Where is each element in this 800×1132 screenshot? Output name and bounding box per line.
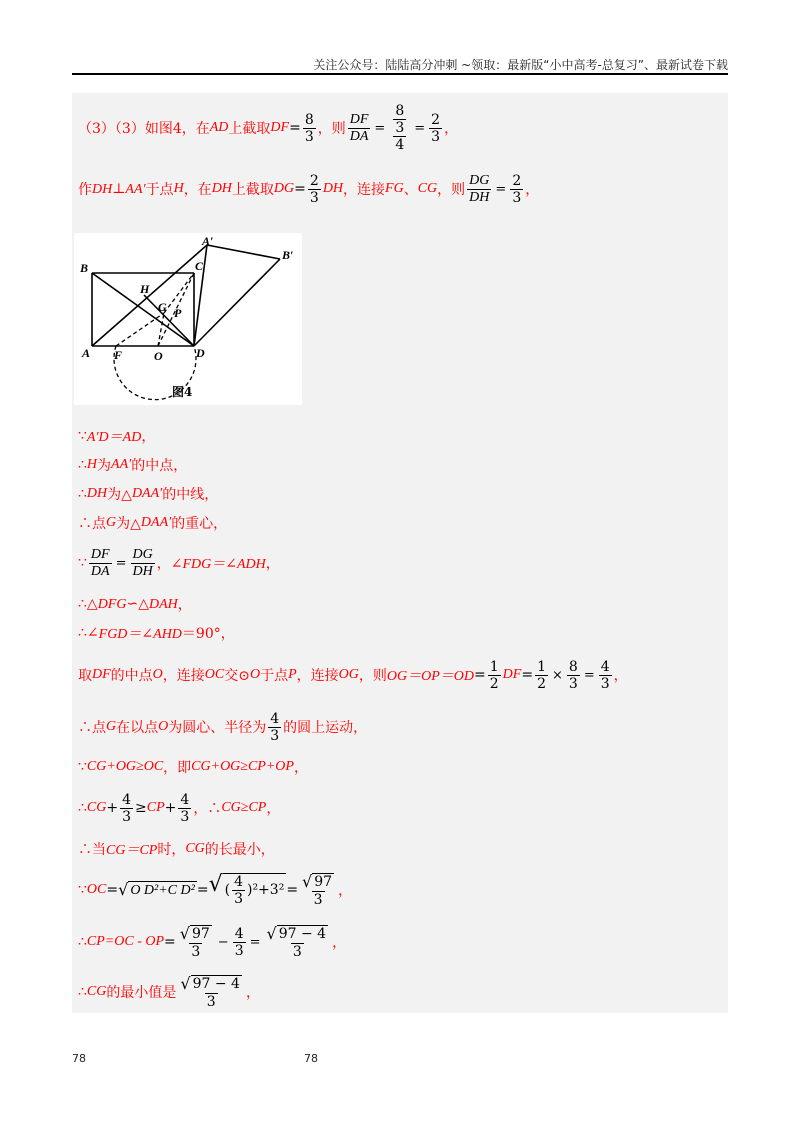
solution-line-2 xyxy=(78,169,722,209)
text: 的最小值是 xyxy=(106,985,177,1001)
segment-B1D xyxy=(194,259,280,346)
var: CG xyxy=(185,841,205,856)
radicand: O D²+C D² xyxy=(130,883,195,898)
fraction xyxy=(535,659,548,692)
label-B: B xyxy=(80,261,89,275)
label-A: A xyxy=(82,346,91,360)
num: 4 xyxy=(600,658,610,675)
text: 为 xyxy=(97,458,112,474)
num: DG xyxy=(469,172,490,188)
text: ， xyxy=(525,182,540,198)
equals: = xyxy=(286,882,299,898)
expr: CG+OG≥CP+OP xyxy=(191,759,294,774)
var: H xyxy=(86,457,98,472)
because: ∵ xyxy=(78,428,87,444)
text: ，则 xyxy=(317,121,346,137)
num xyxy=(178,925,214,943)
text: ， xyxy=(156,556,171,572)
solution-line-11 xyxy=(78,707,722,747)
solution-line-13 xyxy=(78,788,722,828)
den: DH xyxy=(469,189,490,205)
label-P: P xyxy=(174,306,182,320)
fraction xyxy=(120,792,133,825)
text: ， xyxy=(177,597,192,613)
den: 3 xyxy=(234,891,243,907)
var: DH xyxy=(211,181,232,196)
equals: = xyxy=(196,882,209,898)
var: CG xyxy=(86,800,107,815)
solution-line-10 xyxy=(78,654,722,696)
var: O xyxy=(249,667,261,682)
text: 交⊙ xyxy=(224,668,250,684)
radical-sign: √ xyxy=(208,872,223,897)
therefore: ∴点 xyxy=(78,720,106,736)
therefore: ∴ xyxy=(78,984,87,1000)
segment-OG xyxy=(158,313,164,346)
var: AA′ xyxy=(111,457,132,472)
label-F: F xyxy=(114,348,123,362)
equals: = xyxy=(164,934,176,950)
sqrt xyxy=(118,881,197,899)
solution-line-9 xyxy=(78,622,722,644)
text: 为△ xyxy=(116,516,141,532)
text: 于点 xyxy=(260,668,289,684)
fraction xyxy=(232,874,245,907)
fraction-8-3 xyxy=(303,112,316,145)
den: 3 xyxy=(180,808,190,825)
num: 1 xyxy=(489,658,499,675)
den: 3 xyxy=(206,993,216,1010)
text: 、 xyxy=(403,182,418,198)
expr: CP=OC - OP xyxy=(86,934,165,949)
den: 3 xyxy=(395,120,405,136)
den: 3 xyxy=(191,943,201,960)
radicand: 97 xyxy=(314,873,333,890)
num: 8 xyxy=(395,103,405,119)
den: 4 xyxy=(395,137,405,153)
num: 4 xyxy=(270,710,280,727)
because: ∵ xyxy=(78,882,87,898)
solution-line-15 xyxy=(78,868,722,912)
fraction xyxy=(268,711,281,744)
num xyxy=(389,103,410,136)
because: ∵ xyxy=(78,555,87,571)
den: 3 xyxy=(292,943,302,960)
var: OC xyxy=(86,882,107,897)
text: 作 xyxy=(78,182,92,198)
segment-AA1 xyxy=(92,245,207,346)
fraction xyxy=(265,925,331,960)
var: G xyxy=(106,515,117,530)
solution-line-1 xyxy=(78,99,722,157)
paren: ( xyxy=(224,882,231,898)
radicand xyxy=(223,873,287,907)
equals: = xyxy=(289,120,301,136)
var: O xyxy=(158,719,169,734)
var: P xyxy=(288,667,297,682)
text: ，则 xyxy=(358,668,387,684)
var-AD: AD xyxy=(209,120,229,135)
segment-A1B1 xyxy=(207,245,280,259)
therefore: ∴当 xyxy=(78,842,106,858)
figure-caption: 图4 xyxy=(172,385,193,399)
fraction xyxy=(178,925,214,960)
var: DAA′ xyxy=(140,515,172,530)
fraction xyxy=(488,659,501,692)
fraction xyxy=(89,547,112,580)
radical-sign: √ xyxy=(179,923,190,943)
equals: = xyxy=(294,181,306,197)
equals: = xyxy=(414,120,426,136)
text: 的重心， xyxy=(171,516,228,532)
var: DAA′ xyxy=(131,486,163,501)
solution-line-16 xyxy=(78,920,722,964)
text: ，连接 xyxy=(296,668,339,684)
text: 的中点， xyxy=(131,458,188,474)
num: 1 xyxy=(537,658,546,675)
solution-line-14 xyxy=(78,838,722,860)
solution-line-17 xyxy=(78,970,722,1014)
text: 于点 xyxy=(145,182,174,198)
text: 的中点 xyxy=(110,668,153,684)
text: ，∴ xyxy=(193,801,222,817)
var: OC xyxy=(204,667,225,682)
text: 上截取 xyxy=(228,121,271,137)
var: H xyxy=(173,181,184,196)
radicand: 97 − 4 xyxy=(278,925,327,942)
label-G: G xyxy=(158,300,167,314)
expr: DFG∽△DAH xyxy=(97,596,178,612)
var-DF: DF xyxy=(270,120,290,135)
den: 3 xyxy=(122,808,132,825)
den: DA xyxy=(349,128,369,144)
therefore: ∴ xyxy=(78,800,87,816)
fraction xyxy=(308,173,321,206)
text: 取 xyxy=(78,668,92,684)
text: （3）（3）如图4，在 xyxy=(78,121,210,137)
therefore: ∴ xyxy=(78,934,87,950)
num: 4 xyxy=(122,791,132,808)
num: DF xyxy=(349,111,369,127)
text: 为△ xyxy=(107,487,132,503)
fraction-DF-DA xyxy=(348,112,371,145)
label-B-prime: B′ xyxy=(282,248,294,262)
var: DH xyxy=(322,181,344,196)
text: ， xyxy=(444,121,459,137)
text: ， xyxy=(141,429,156,445)
fraction xyxy=(467,173,491,206)
solution-line-5 xyxy=(78,483,722,505)
page-number-left: 78 xyxy=(72,1052,86,1065)
segment-HD xyxy=(144,295,194,346)
num: DG xyxy=(132,546,153,562)
text: 的长最小， xyxy=(204,842,275,858)
expr: A′D＝AD xyxy=(86,430,142,445)
den: 3 xyxy=(234,942,244,959)
fraction xyxy=(178,975,244,1010)
den: 3 xyxy=(270,727,280,744)
expr: OG＝OP＝OD xyxy=(386,669,475,684)
num xyxy=(265,925,331,943)
solution-area xyxy=(72,93,728,1013)
den: 3 xyxy=(431,128,441,145)
equals: = xyxy=(474,667,486,683)
equals: = xyxy=(374,120,386,136)
label-D: D xyxy=(196,346,205,360)
den: DH xyxy=(132,563,153,579)
text: 时， xyxy=(157,842,186,858)
geometry-diagram xyxy=(74,233,302,405)
var: FG xyxy=(385,181,404,196)
num: DF xyxy=(90,546,110,562)
paren: )²+3² xyxy=(246,882,285,898)
den: 3 xyxy=(304,128,314,145)
text: ， xyxy=(265,556,280,572)
text: ， xyxy=(220,626,235,642)
label-C: C xyxy=(195,259,204,273)
num: 2 xyxy=(512,172,522,189)
therefore: ∴ xyxy=(78,457,87,473)
solution-line-8 xyxy=(78,593,722,615)
text: 的圆上运动， xyxy=(283,720,368,736)
var: DF xyxy=(92,667,111,682)
because: ∵ xyxy=(78,759,87,775)
expr: ∠FDG＝∠ADH xyxy=(170,557,266,572)
fraction xyxy=(510,173,523,206)
label-A-prime: A′ xyxy=(202,234,214,248)
plus: + xyxy=(106,800,119,816)
fraction xyxy=(131,547,155,580)
equals: = xyxy=(521,667,534,683)
sqrt xyxy=(180,975,242,993)
therefore: ∴△ xyxy=(78,596,98,612)
text: 的中线， xyxy=(162,487,219,503)
fraction xyxy=(233,926,246,959)
sqrt xyxy=(180,925,212,943)
figure-4 xyxy=(74,233,302,405)
den: 2 xyxy=(537,675,546,692)
radical-sign: √ xyxy=(302,871,313,891)
num: 8 xyxy=(304,111,314,128)
label-H: H xyxy=(140,282,150,296)
den: 3 xyxy=(309,189,319,206)
equals: = xyxy=(115,555,127,571)
text: ， xyxy=(613,668,628,684)
text: ， xyxy=(245,985,260,1001)
solution-line-7 xyxy=(78,543,722,583)
sqrt xyxy=(267,925,329,943)
solution-line-12 xyxy=(78,756,722,778)
var: O xyxy=(152,667,163,682)
equals: = xyxy=(106,882,119,898)
solution-line-6 xyxy=(78,512,722,534)
fraction xyxy=(178,792,191,825)
var: CG xyxy=(417,181,438,196)
var: CP xyxy=(146,800,165,815)
page-number-center: 78 xyxy=(304,1052,318,1065)
radicand: 97 xyxy=(191,925,210,942)
inner-fraction xyxy=(393,103,406,136)
text: ， xyxy=(266,801,281,817)
text: ，即 xyxy=(163,760,192,776)
var: DG xyxy=(273,181,295,196)
var: OG xyxy=(338,667,359,682)
expr: CG+OG≥OC xyxy=(86,759,164,774)
var: DH xyxy=(86,486,108,501)
num: 4 xyxy=(180,791,190,808)
radical-sign: √ xyxy=(118,880,129,899)
radical-sign: √ xyxy=(266,923,277,943)
text: ， xyxy=(293,760,308,776)
equals: = xyxy=(249,934,261,950)
fraction xyxy=(599,659,612,692)
den: 2 xyxy=(489,675,499,692)
expr: DH⊥AA′ xyxy=(92,181,146,197)
plus: + xyxy=(164,800,177,816)
ge: ≥ xyxy=(135,800,147,816)
var: CG xyxy=(86,984,107,999)
expr: CG＝CP xyxy=(106,843,158,858)
num: 4 xyxy=(234,925,244,942)
den: 3 xyxy=(600,675,610,692)
text: ， xyxy=(338,883,353,899)
label-O: O xyxy=(154,349,163,363)
num xyxy=(300,873,336,891)
den: DA xyxy=(90,563,110,579)
therefore: ∴∠ xyxy=(78,625,99,641)
den: 3 xyxy=(568,675,578,692)
equals: = xyxy=(495,181,507,197)
num: 4 xyxy=(234,874,243,890)
sqrt xyxy=(209,873,287,907)
minus: − xyxy=(217,934,229,950)
expr: FGD＝∠AHD xyxy=(98,627,182,642)
sqrt xyxy=(302,873,334,891)
text: ，连接 xyxy=(343,182,386,198)
text: ，连接 xyxy=(162,668,205,684)
num: 2 xyxy=(309,172,319,189)
num: 8 xyxy=(568,658,578,675)
var: G xyxy=(106,719,117,734)
text: 上截取 xyxy=(231,182,274,198)
solution-line-4 xyxy=(78,454,722,476)
compound-fraction xyxy=(389,103,410,153)
therefore: ∴点 xyxy=(78,516,106,532)
text: ，在 xyxy=(183,182,212,198)
expr: CG≥CP xyxy=(221,800,267,815)
header-rule xyxy=(72,73,728,75)
page-header: 关注公众号：陆陆高分冲刺 ~领取：最新版“小中高考-总复习”、最新试卷下载 xyxy=(313,58,728,72)
fraction xyxy=(567,659,580,692)
text: ， xyxy=(332,935,347,951)
text: 为圆心、半径为 xyxy=(168,720,267,736)
fraction-2-3 xyxy=(429,112,442,145)
solution-line-3 xyxy=(78,425,722,447)
text: 在以点 xyxy=(116,720,159,736)
num: 2 xyxy=(431,111,441,128)
num xyxy=(178,975,244,993)
var: DF xyxy=(502,667,522,682)
text: ，则 xyxy=(437,182,466,198)
fraction xyxy=(300,873,336,908)
text: ＝90° xyxy=(181,626,221,642)
equals: = xyxy=(583,667,595,683)
radicand: 97 − 4 xyxy=(192,975,240,992)
therefore: ∴ xyxy=(78,486,87,502)
den: 3 xyxy=(313,891,323,908)
den: 3 xyxy=(512,189,522,206)
radical-sign: √ xyxy=(180,973,191,993)
times: × xyxy=(552,667,563,683)
